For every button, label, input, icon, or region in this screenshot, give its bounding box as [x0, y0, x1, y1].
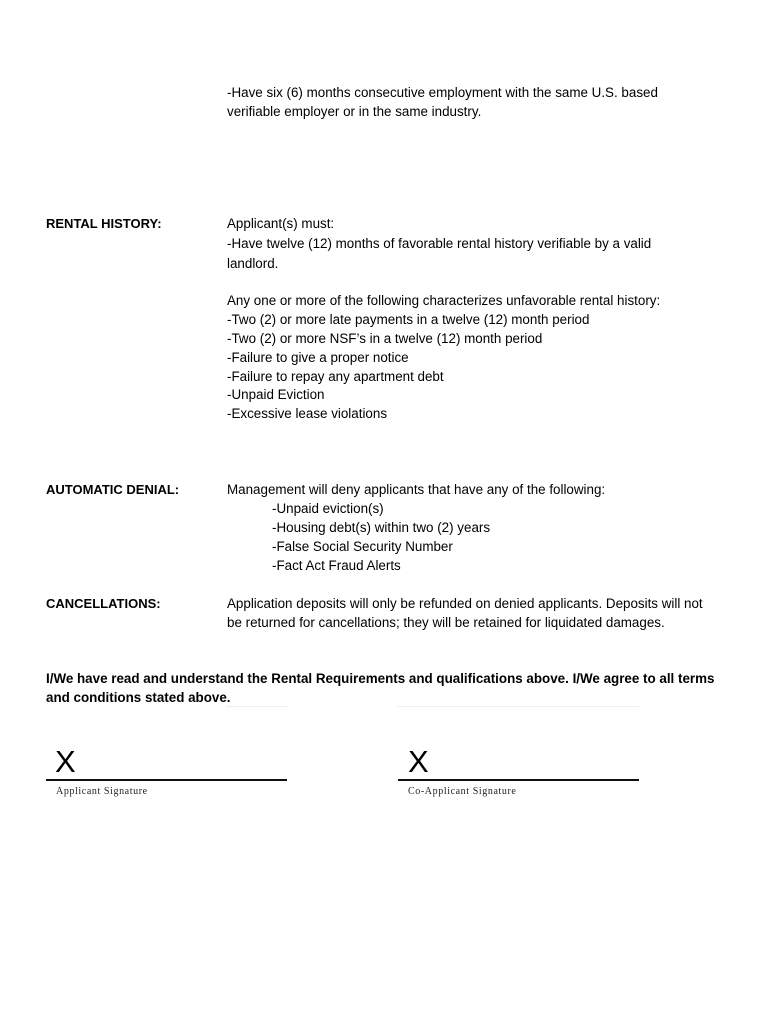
rental-history-requirement-1: -Have twelve (12) months of favorable rental history verifiable by a valid — [227, 236, 652, 251]
unfavorable-item: -Excessive lease violations — [227, 406, 388, 421]
applicant-signature-x-mark: X — [55, 744, 76, 779]
employment-line-1: -Have six (6) months consecutive employment with the same U.S. based — [227, 85, 658, 100]
cancellations-line-2: be returned for cancellations; they will be retained for liquidated damages. — [227, 615, 665, 630]
rental-history-requirement-2: landlord. — [227, 256, 279, 271]
employment-line-2: verifiable employer or in the same industry. — [227, 104, 482, 119]
automatic-denial-intro: Management will deny applicants that have any of the following: — [227, 482, 606, 497]
co-applicant-signature-line — [398, 779, 639, 781]
field-boundary-line — [397, 706, 639, 707]
rental-history-label: RENTAL HISTORY: — [46, 216, 162, 231]
cancellations-line-1: Application deposits will only be refunded on denied applicants. Deposits will not — [227, 596, 703, 611]
unfavorable-item: -Failure to give a proper notice — [227, 350, 409, 365]
automatic-denial-label: AUTOMATIC DENIAL: — [46, 482, 180, 497]
unfavorable-heading: Any one or more of the following characterizes unfavorable rental history: — [227, 293, 661, 308]
denial-item: -False Social Security Number — [272, 539, 453, 554]
cancellations-label: CANCELLATIONS: — [46, 596, 161, 611]
unfavorable-item: -Two (2) or more NSF’s in a twelve (12) month period — [227, 331, 543, 346]
co-applicant-signature-caption: Co-Applicant Signature — [408, 786, 517, 797]
rental-history-intro: Applicant(s) must: — [227, 216, 335, 231]
acknowledgement-line-2: and conditions stated above. — [46, 690, 231, 705]
denial-item: -Housing debt(s) within two (2) years — [272, 520, 491, 535]
applicant-signature-caption: Applicant Signature — [56, 786, 148, 797]
field-boundary-line — [226, 706, 288, 707]
unfavorable-item: -Unpaid Eviction — [227, 387, 325, 402]
applicant-signature-line — [46, 779, 287, 781]
unfavorable-item: -Failure to repay any apartment debt — [227, 369, 444, 384]
denial-item: -Fact Act Fraud Alerts — [272, 558, 401, 573]
co-applicant-signature-x-mark: X — [408, 744, 429, 779]
denial-item: -Unpaid eviction(s) — [272, 501, 384, 516]
unfavorable-item: -Two (2) or more late payments in a twelve (12) month period — [227, 312, 590, 327]
acknowledgement-line-1: I/We have read and understand the Rental Requirements and qualifications above. I/We agree to all terms — [46, 671, 715, 686]
